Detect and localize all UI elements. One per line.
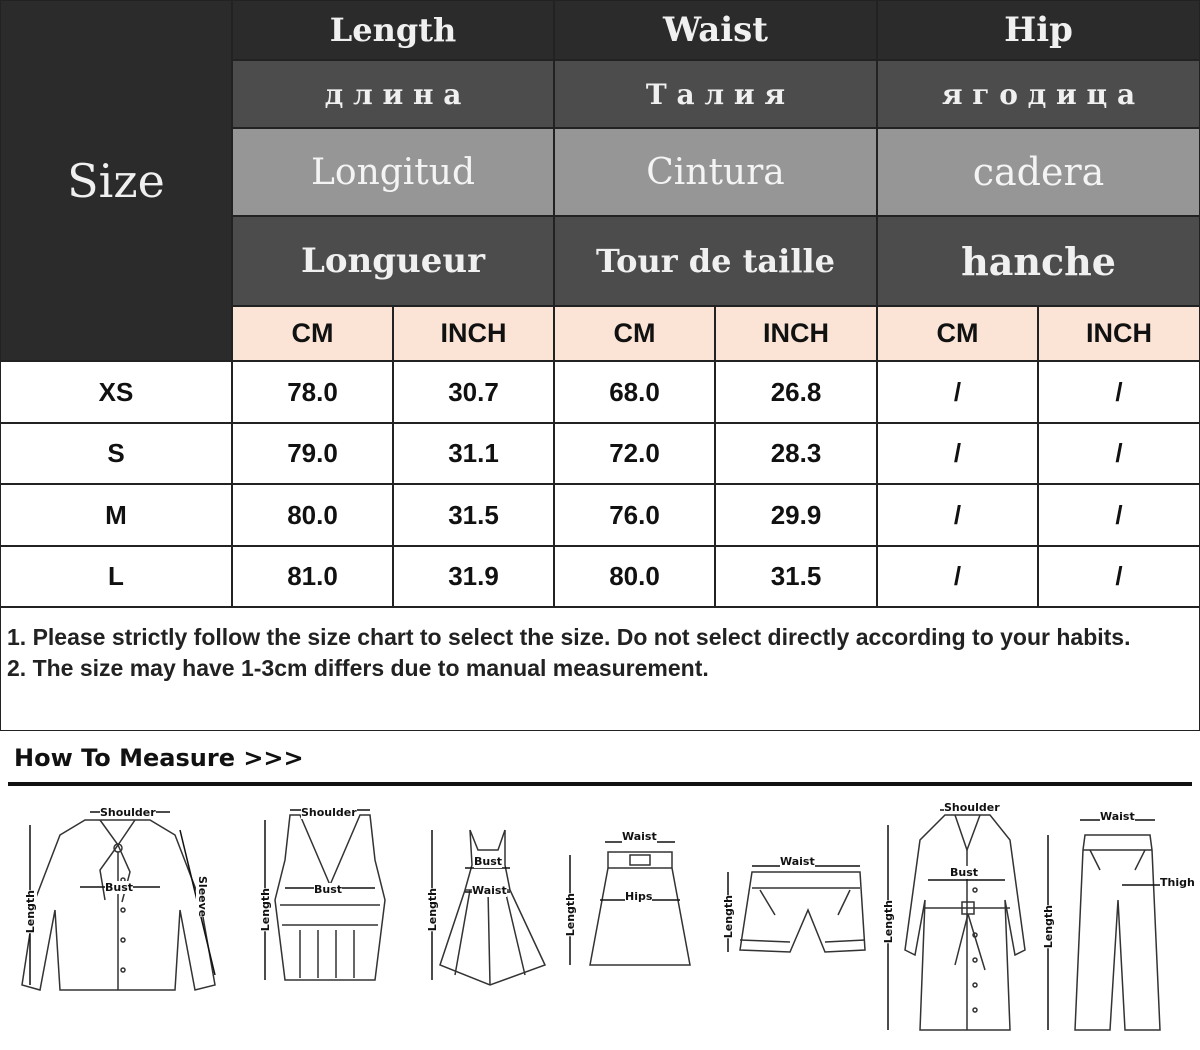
label-bust: Bust [474,855,503,868]
how-to-measure-title: How To Measure >>> [14,744,304,772]
header-waist-en-label: Waist [662,10,769,50]
label-shoulder: Shoulder [944,801,1000,814]
blouse-icon [22,820,215,990]
size-header-cell [0,0,232,361]
header-hip-fr-label: hanche [961,238,1116,284]
value-cell: 26.8 [715,361,877,423]
value-cell: 28.3 [715,423,877,484]
note-2: 2. The size may have 1-3cm differs due to manual measurement. [7,655,709,681]
header-length-en-label: Length [329,11,457,49]
shorts-icon [740,872,865,952]
label-bust: Bust [950,866,979,879]
unit-cell [554,306,715,361]
value-cell: / [1038,423,1200,484]
header-hip-es-label: cadera [972,150,1105,194]
size-cell: XS [0,361,232,423]
value-cell: 80.0 [554,546,715,607]
value-cell: 81.0 [232,546,393,607]
label-length: Length [564,893,577,937]
label-waist: Waist [472,884,507,897]
label-bust: Bust [314,883,343,896]
unit-label: CM [291,318,334,348]
label-waist: Waist [622,830,657,843]
header-length-ru [232,60,554,128]
size-cell: M [0,484,232,546]
size-cell: S [0,423,232,484]
header-length-es [232,128,554,216]
value-cell: / [877,546,1038,607]
tank-top-icon [275,815,385,980]
unit-label: INCH [1086,318,1152,348]
value-cell: / [1038,546,1200,607]
unit-label: CM [613,318,656,348]
unit-cell [715,306,877,361]
label-bust: Bust [105,881,134,894]
label-shoulder: Shoulder [100,806,156,819]
header-length-ru-label: д л и н а [324,77,462,111]
pants-icon [1075,835,1160,1030]
value-cell: 31.1 [393,423,554,484]
dress-icon [440,830,545,985]
value-cell: 79.0 [232,423,393,484]
notes-box [0,607,1200,731]
note-1: 1. Please strictly follow the size chart to select the size. Do not select directly according to your habits. [7,624,1131,650]
unit-cell [877,306,1038,361]
unit-label: CM [936,318,979,348]
value-cell: / [1038,361,1200,423]
header-hip-en [877,0,1200,60]
header-hip-fr [877,216,1200,306]
header-waist-es-label: Cintura [646,151,785,193]
value-cell: / [877,484,1038,546]
header-length-fr [232,216,554,306]
header-length-es-label: Longitud [310,151,476,193]
header-hip-es [877,128,1200,216]
coat-icon [905,815,1025,1030]
label-length: Length [24,890,37,934]
value-cell: 68.0 [554,361,715,423]
value-cell: / [877,361,1038,423]
unit-label: INCH [440,318,507,348]
value-cell: 31.9 [393,546,554,607]
value-cell: 78.0 [232,361,393,423]
label-length: Length [426,888,439,932]
label-length: Length [722,895,735,939]
header-waist-en [554,0,877,60]
label-shoulder: Shoulder [301,806,357,819]
header-waist-es [554,128,877,216]
unit-cell [232,306,393,361]
value-cell: / [1038,484,1200,546]
header-waist-ru-label: Т а л и я [645,77,786,111]
unit-label: INCH [763,318,829,348]
garment-illustrations [0,790,1200,1050]
label-length: Length [1042,905,1055,949]
size-cell: L [0,546,232,607]
label-waist: Waist [1100,810,1135,823]
value-cell: 31.5 [715,546,877,607]
value-cell: / [877,423,1038,484]
header-waist-fr [554,216,877,306]
unit-cell [393,306,554,361]
value-cell: 80.0 [232,484,393,546]
skirt-icon [590,852,690,965]
value-cell: 31.5 [393,484,554,546]
value-cell: 30.7 [393,361,554,423]
label-length: Length [259,888,272,932]
label-hips: Hips [625,890,653,903]
value-cell: 29.9 [715,484,877,546]
unit-cell [1038,306,1200,361]
label-thigh: Thigh [1160,876,1195,889]
header-hip-ru [877,60,1200,128]
value-cell: 76.0 [554,484,715,546]
header-waist-fr-label: Tour de taille [596,242,835,280]
value-cell: 72.0 [554,423,715,484]
header-length-fr-label: Longueur [300,241,486,281]
label-length: Length [882,900,895,944]
header-waist-ru [554,60,877,128]
title-divider [8,782,1192,786]
header-hip-en-label: Hip [1004,10,1073,50]
header-length-en [232,0,554,60]
size-header-label: Size [67,153,165,208]
label-sleeve: Sleeve [196,876,209,918]
label-waist: Waist [780,855,815,868]
header-hip-ru-label: я г о д и ц а [941,77,1136,111]
